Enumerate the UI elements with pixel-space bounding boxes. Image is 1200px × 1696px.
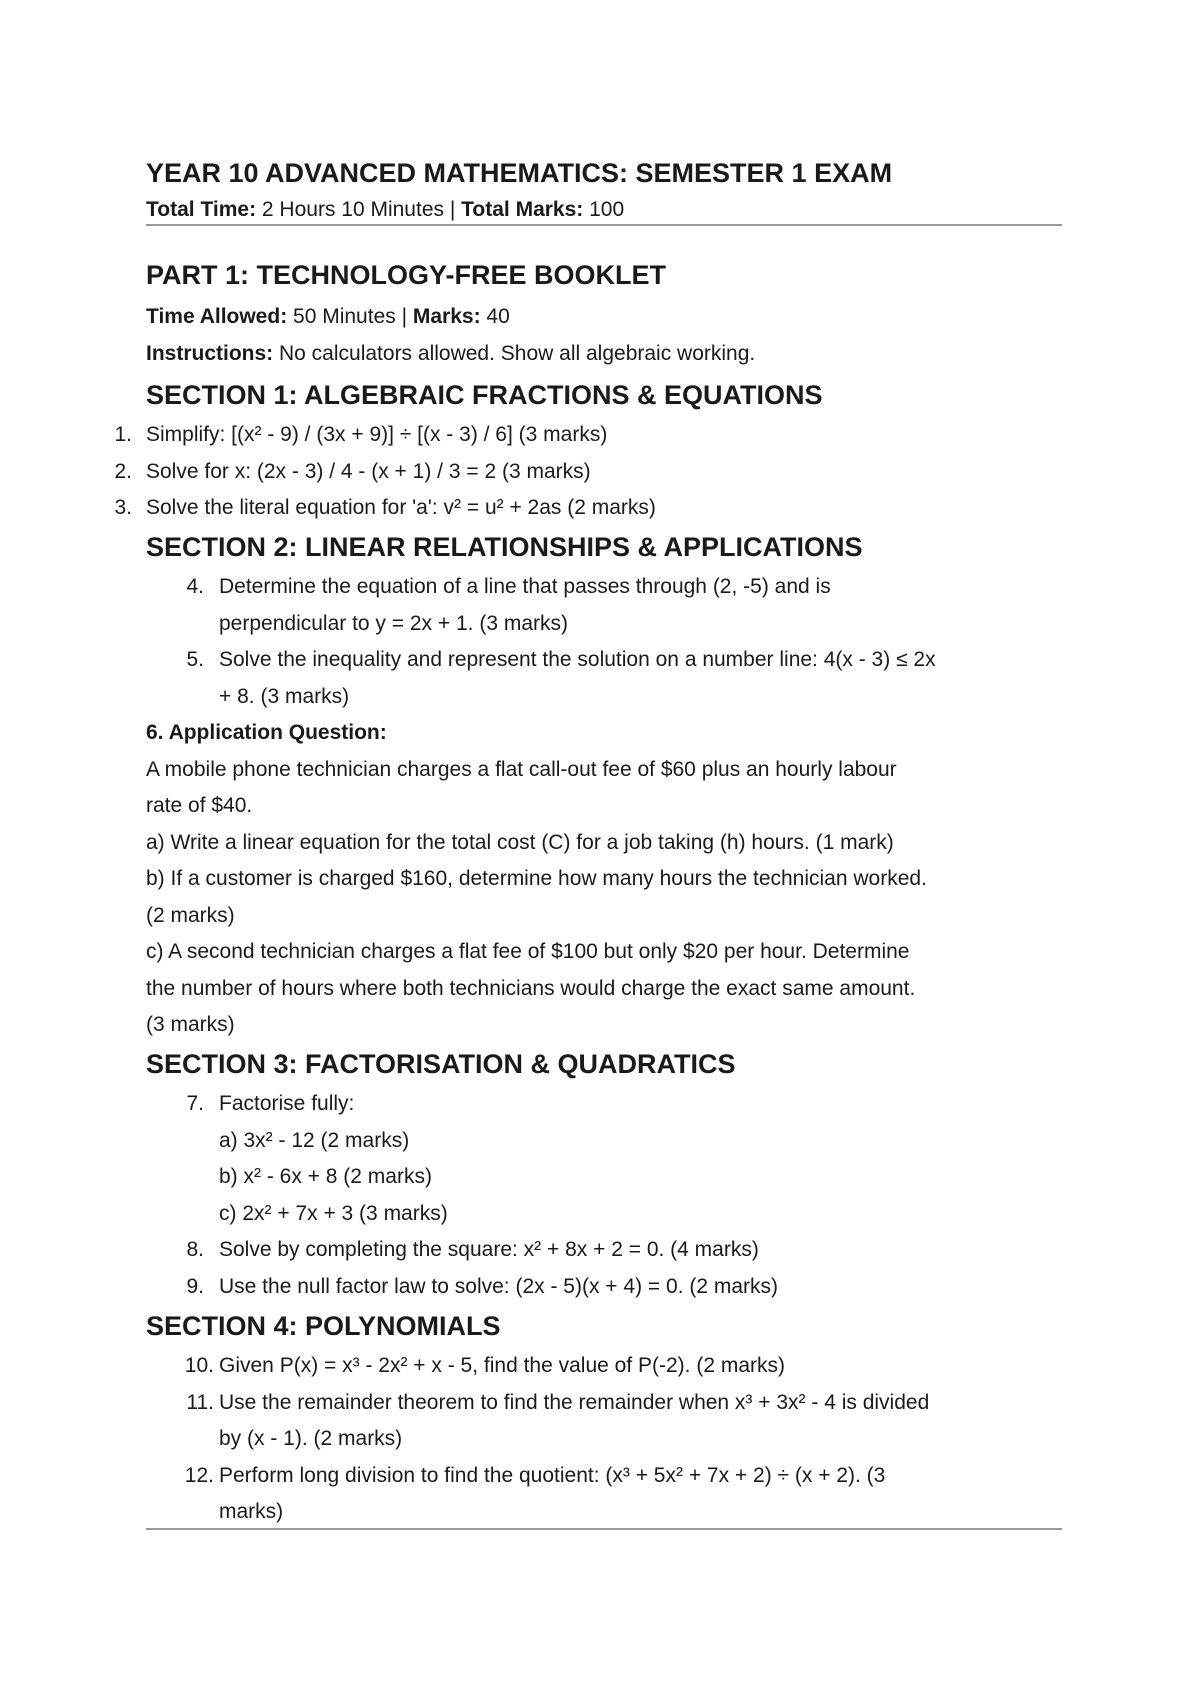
time-allowed-label: Time Allowed: <box>146 305 288 328</box>
q3-text: Solve the literal equation for 'a': v² = u² + 2as (2 marks) <box>146 496 656 519</box>
q9-text: Use the null factor law to solve: (2x - 5)(x + 4) = 0. (2 marks) <box>219 1275 779 1298</box>
q5-line1: Solve the inequality and represent the solution on a number line: 4(x - 3) ≤ 2x <box>219 648 936 671</box>
q8-text: Solve by completing the square: x² + 8x + 2 = 0. (4 marks) <box>219 1238 759 1261</box>
instructions-value: No calculators allowed. Show all algebraic working. <box>273 342 756 365</box>
q7-text: Factorise fully: <box>219 1092 355 1115</box>
q2-text: Solve for x: (2x - 3) / 4 - (x + 1) / 3 = 2 (3 marks) <box>146 460 591 483</box>
part1-marks-value: 40 <box>480 305 510 328</box>
q6-line: (2 marks) <box>146 904 235 927</box>
section3-title: SECTION 3: FACTORISATION & QUADRATICS <box>146 1049 736 1079</box>
q2-number: 2. <box>114 460 132 483</box>
q8-number: 8. <box>186 1238 204 1261</box>
section1-title: SECTION 1: ALGEBRAIC FRACTIONS & EQUATIONS <box>146 380 823 410</box>
q4-line1: Determine the equation of a line that passes through (2, -5) and is <box>219 575 831 598</box>
q7c-text: c) 2x² + 7x + 3 (3 marks) <box>219 1202 448 1225</box>
q6-line: the number of hours where both technicians would charge the exact same amount. <box>146 977 916 1000</box>
q11-line2: by (x - 1). (2 marks) <box>219 1427 403 1450</box>
q6-heading: 6. Application Question: <box>146 721 387 744</box>
q7a-text: a) 3x² - 12 (2 marks) <box>219 1129 410 1152</box>
q1-number: 1. <box>114 423 132 446</box>
q11-number: 11. <box>186 1391 214 1414</box>
q9-number: 9. <box>186 1275 204 1298</box>
q6-line: rate of $40. <box>146 794 253 817</box>
q7-number: 7. <box>186 1092 204 1115</box>
q10-text: Given P(x) = x³ - 2x² + x - 5, find the value of P(-2). (2 marks) <box>219 1354 785 1377</box>
q6-line: a) Write a linear equation for the total cost (C) for a job taking (h) hours. (1 mark) <box>146 831 894 854</box>
q1-text: Simplify: [(x² - 9) / (3x + 9)] ÷ [(x - 3) / 6] (3 marks) <box>146 423 608 446</box>
header-divider <box>146 224 1062 226</box>
exam-title: YEAR 10 ADVANCED MATHEMATICS: SEMESTER 1 EXAM <box>146 158 893 188</box>
instructions-label: Instructions: <box>146 342 274 365</box>
q11-line1: Use the remainder theorem to find the remainder when x³ + 3x² - 4 is divided <box>219 1391 930 1414</box>
q5-number: 5. <box>186 648 204 671</box>
q12-number: 12. <box>184 1464 214 1487</box>
total-marks-value: 100 <box>583 198 625 221</box>
time-allowed-value: 50 Minutes | <box>287 305 413 328</box>
q4-number: 4. <box>186 575 204 598</box>
footer-divider <box>146 1528 1062 1530</box>
part1-meta <box>146 303 510 331</box>
q10-number: 10. <box>184 1354 214 1377</box>
q3-number: 3. <box>114 496 132 519</box>
q5-line2: + 8. (3 marks) <box>219 685 350 708</box>
part1-title: PART 1: TECHNOLOGY-FREE BOOKLET <box>146 260 667 290</box>
q6-line: (3 marks) <box>146 1013 235 1036</box>
q6-line: b) If a customer is charged $160, determine how many hours the technician worked. <box>146 867 927 890</box>
part1-marks-label: Marks: <box>412 305 481 328</box>
part1-instructions <box>146 340 755 368</box>
q12-line2: marks) <box>219 1500 284 1523</box>
section4-title: SECTION 4: POLYNOMIALS <box>146 1311 501 1341</box>
total-time-label: Total Time: <box>146 198 257 221</box>
q6-line: c) A second technician charges a flat fee of $100 but only $20 per hour. Determine <box>146 940 910 963</box>
q12-line1: Perform long division to find the quotient: (x³ + 5x² + 7x + 2) ÷ (x + 2). (3 <box>219 1464 886 1487</box>
q7b-text: b) x² - 6x + 8 (2 marks) <box>219 1165 432 1188</box>
total-marks-label: Total Marks: <box>461 198 584 221</box>
exam-meta <box>146 196 624 224</box>
q4-line2: perpendicular to y = 2x + 1. (3 marks) <box>219 612 568 635</box>
section2-title: SECTION 2: LINEAR RELATIONSHIPS & APPLICATIONS <box>146 532 863 562</box>
total-time-value: 2 Hours 10 Minutes | <box>256 198 462 221</box>
q6-line: A mobile phone technician charges a flat call-out fee of $60 plus an hourly labour <box>146 758 897 781</box>
